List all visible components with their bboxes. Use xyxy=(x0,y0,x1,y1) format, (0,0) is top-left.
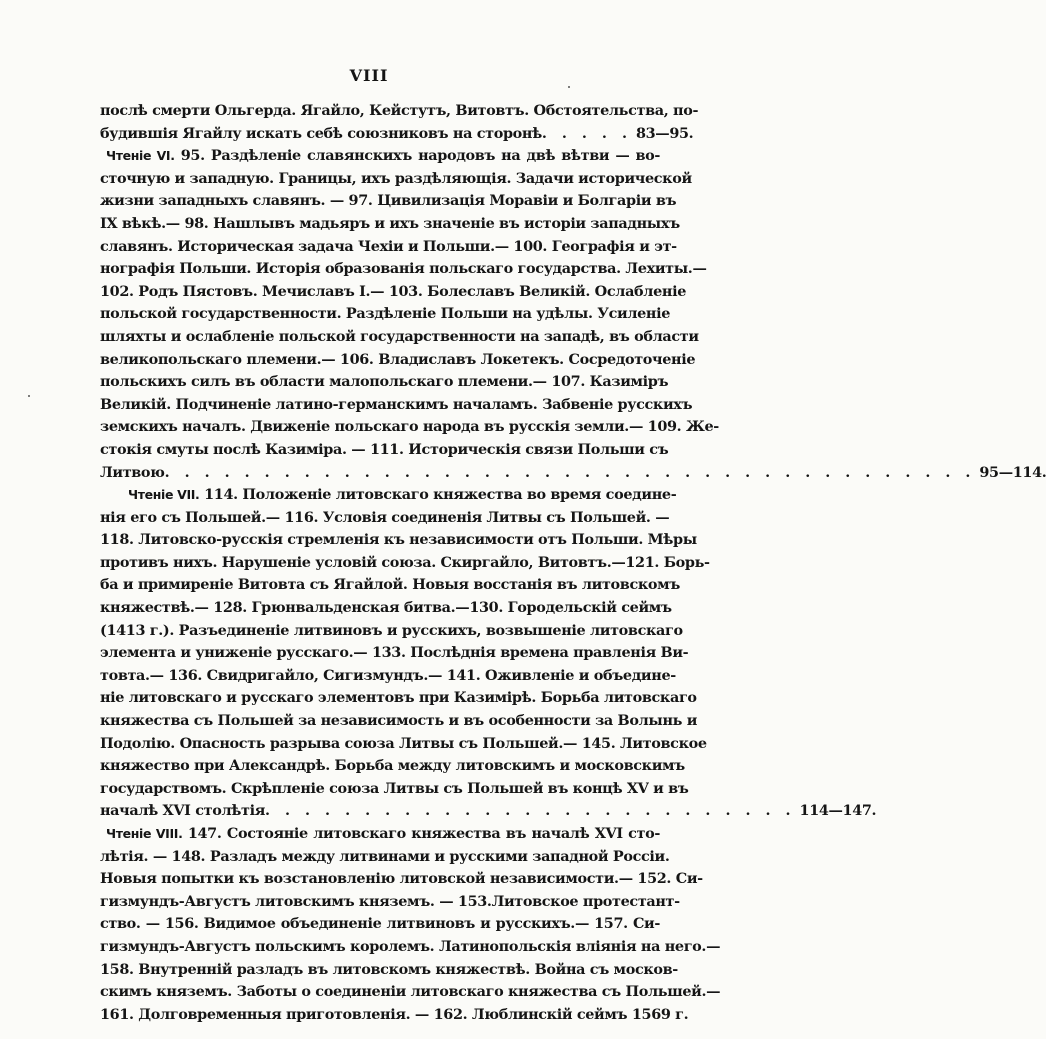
line-text: Новыя попытки къ возстановленію литовской независимости.— 152. Си- xyxy=(100,870,703,888)
line-text: княжества съ Польшей за независимость и въ особенности за Волынь и xyxy=(100,712,698,730)
text-line xyxy=(100,733,707,756)
text-line xyxy=(100,620,683,643)
text-line xyxy=(100,145,660,168)
line-text: стокія смуты послѣ Казиміра. — 111. Историческія связи Польши съ xyxy=(100,440,669,458)
table-of-contents-text xyxy=(100,100,1046,1026)
line-text: (1413 г.). Разъединеніе литвиновъ и русскихъ, возвышеніе литовскаго xyxy=(100,621,683,639)
line-text: 118. Литовско-русскія стремленія къ независимости отъ Польши. Мѣры xyxy=(100,531,697,549)
entry-text: Литвою xyxy=(100,463,165,481)
text-line xyxy=(100,823,660,846)
line-text: нія его съ Польшей.— 116. Условія соединенія Литвы съ Польшей. — xyxy=(100,508,670,526)
paper-speck xyxy=(28,395,30,397)
reading-label: Чтеніе VII. xyxy=(128,487,200,503)
reading-label: Чтеніе VI. xyxy=(106,148,175,164)
line-text: Великій. Подчиненіе латино-германскимъ началамъ. Забвеніе русскихъ xyxy=(100,395,693,413)
text-line xyxy=(100,846,670,869)
dot-leader: . . . . . . . . . . . . . . . . . . . . . . . . . . . . . . . . . . . . . . . . . xyxy=(164,463,976,481)
text-line xyxy=(100,507,670,530)
line-text: гизмундъ-Августъ польскимъ королемъ. Латинопольскія вліянія на него.— xyxy=(100,937,721,955)
text-line xyxy=(100,868,703,891)
page-range: 114—147. xyxy=(799,802,877,820)
text-line xyxy=(100,959,678,982)
line-text: 147. Состояніе литовскаго княжества въ началѣ XVI сто- xyxy=(182,825,660,842)
text-line xyxy=(100,190,677,213)
text-line xyxy=(100,778,689,801)
text-line xyxy=(100,281,686,304)
reading-label: Чтеніе VIII. xyxy=(106,826,183,841)
line-text: княжествѣ.— 128. Грюнвальденская битва.—130. Городельскій сеймъ xyxy=(100,599,672,617)
entry-text: будившія Ягайлу искать себѣ союзниковъ на сторонѣ xyxy=(100,124,542,142)
line-text: 102. Родъ Пястовъ. Мечиславъ I.— 103. Болеславъ Великій. Ослабленіе xyxy=(100,282,686,300)
line-text: великопольскаго племени.— 106. Владиславъ Локетекъ. Сосредоточеніе xyxy=(100,350,696,368)
text-line xyxy=(100,913,660,936)
line-text: земскихъ началъ. Движеніе польскаго народа въ русскія земли.— 109. Же- xyxy=(100,418,719,436)
line-text: IX вѣкѣ.— 98. Нашлывъ мадьяръ и ихъ значеніе въ исторіи западныхъ xyxy=(100,214,680,232)
line-text: противъ нихъ. Нарушеніе условій союза. Скиргайло, Витовтъ.—121. Борь- xyxy=(100,553,710,571)
line-text: скимъ княземъ. Заботы о соединеніи литовскаго княжества съ Польшей.— xyxy=(100,983,721,1001)
dot-leader: . . . . . xyxy=(541,124,632,142)
line-text: княжество при Александрѣ. Борьба между литовскимъ и московскимъ xyxy=(100,757,685,775)
line-text: польской государственности. Раздѣленіе Польши на удѣлы. Усиленіе xyxy=(100,305,671,323)
line-text: Подолію. Опасность разрыва союза Литвы съ Польшей.— 145. Литовское xyxy=(100,734,707,752)
text-line xyxy=(100,123,694,146)
text-line xyxy=(100,665,676,688)
line-text: славянъ. Историческая задача Чехіи и Польши.— 100. Географія и эт- xyxy=(100,237,677,255)
dot-leader: . . . . . . . . . . . . . . . . . . . . . . . . . . . xyxy=(264,802,796,820)
line-text: шляхты и ослабленіе польской государственности на западѣ, въ области xyxy=(100,327,699,345)
line-text: польскихъ силъ въ области малопольскаго племени.— 107. Казиміръ xyxy=(100,373,669,391)
text-line xyxy=(100,710,698,733)
text-line xyxy=(100,687,697,710)
text-line xyxy=(100,891,680,914)
text-line xyxy=(100,936,721,959)
line-text: лѣтія. — 148. Разладъ между литвинами и русскими западной Россіи. xyxy=(100,847,670,865)
text-line xyxy=(100,303,671,326)
text-line xyxy=(100,755,685,778)
line-text: 158. Внутренній разладъ въ литовскомъ княжествѣ. Война съ москов- xyxy=(100,960,678,978)
text-line xyxy=(100,1004,689,1027)
text-line xyxy=(100,100,699,123)
page-range: 83—95. xyxy=(635,124,694,142)
line-text: ніе литовскаго и русскаго элементовъ при Казимірѣ. Борьба литовскаго xyxy=(100,689,697,707)
line-text: нографія Польши. Исторія образованія польскаго государства. Лехиты.— xyxy=(100,260,707,278)
text-line xyxy=(100,981,721,1004)
line-text: ба и примиреніе Витовта съ Ягайлой. Новыя восстанія въ литовскомъ xyxy=(100,576,680,594)
text-line xyxy=(100,642,689,665)
line-text: государствомъ. Скрѣпленіе союза Литвы съ Польшей въ концѣ XV и въ xyxy=(100,779,689,797)
text-line xyxy=(100,529,697,552)
line-text: ство. — 156. Видимое объединеніе литвиновъ и русскихъ.— 157. Си- xyxy=(100,915,660,933)
text-line xyxy=(100,349,696,372)
text-line xyxy=(100,439,669,462)
text-line xyxy=(100,484,677,507)
text-line xyxy=(100,326,699,349)
text-line xyxy=(100,258,707,281)
line-text: товта.— 136. Свидригайло, Сигизмундъ.— 141. Оживленіе и объедине- xyxy=(100,666,676,684)
text-line xyxy=(100,552,710,575)
line-text: 95. Раздѣленіе славянскихъ народовъ на двѣ вѣтви — во- xyxy=(174,147,660,165)
line-text: жизни западныхъ славянъ. — 97. Цивилизація Моравіи и Болгаріи въ xyxy=(100,192,677,210)
paper-speck xyxy=(568,86,570,88)
line-text: элемента и униженіе русскаго.— 133. Послѣднія времена правленія Ви- xyxy=(100,644,689,662)
text-line xyxy=(100,168,692,191)
text-line xyxy=(100,394,693,417)
text-line xyxy=(100,213,680,236)
entry-text: началѣ XVI столѣтія xyxy=(100,802,265,820)
text-line xyxy=(100,371,669,394)
text-line xyxy=(100,462,1046,485)
line-text: гизмундъ-Августъ литовскимъ княземъ. — 153.Литовское протестант- xyxy=(100,892,680,910)
page-range: 95—114. xyxy=(979,463,1046,481)
line-text: 114. Положеніе литовскаго княжества во время соедине- xyxy=(199,486,677,504)
line-text: сточную и западную. Границы, ихъ раздѣляющія. Задачи исторической xyxy=(100,169,692,187)
text-line xyxy=(100,236,677,259)
line-text: 161. Долговременныя приготовленія. — 162. Люблинскій сеймъ 1569 г. xyxy=(100,1005,689,1023)
line-text: послѣ смерти Ольгерда. Ягайло, Кейстутъ, Витовтъ. Обстоятельства, по- xyxy=(100,102,699,119)
page-number: VIII xyxy=(349,66,389,85)
text-line xyxy=(100,574,680,597)
text-line xyxy=(100,800,877,823)
text-line xyxy=(100,597,672,620)
text-line xyxy=(100,416,719,439)
